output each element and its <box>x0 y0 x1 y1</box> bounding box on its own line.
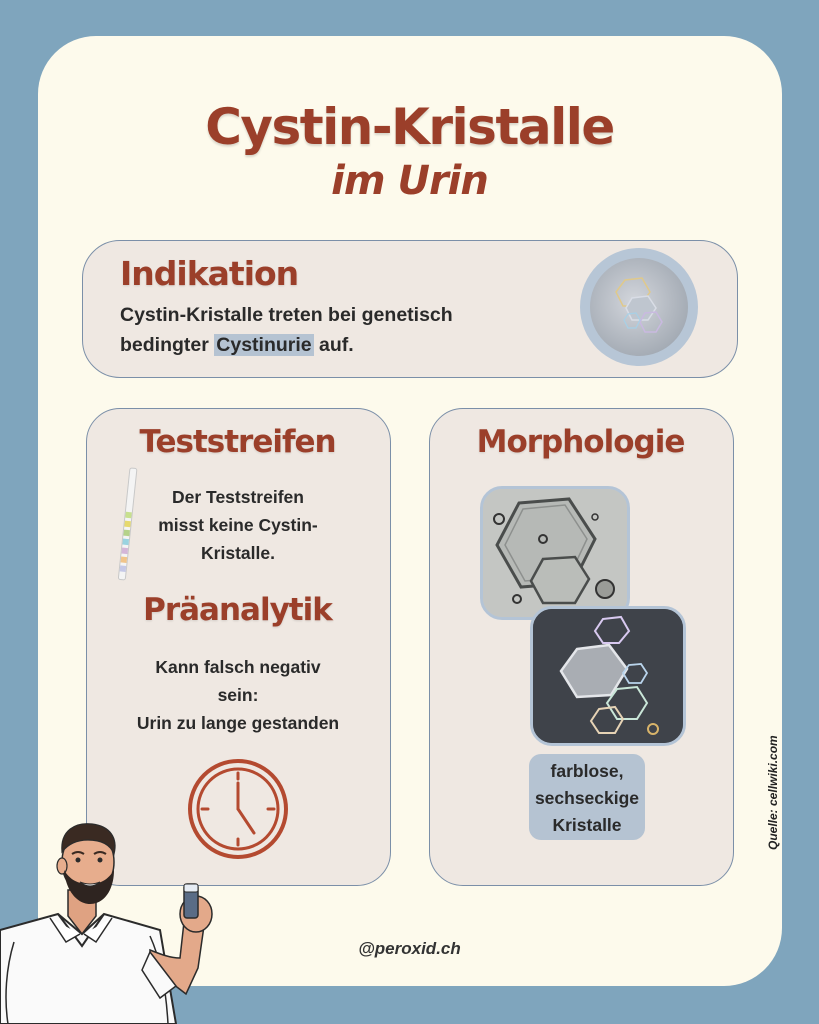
indikation-text: Cystin-Kristalle treten bei genetisch bedingter Cystinurie auf. <box>120 304 453 356</box>
crystal-microscopy-image-brightfield <box>480 486 630 620</box>
crystal-microscopy-image-polarized <box>530 606 686 746</box>
page-title: Cystin-Kristalle <box>205 98 614 156</box>
page-subtitle: im Urin <box>331 158 488 204</box>
teststreifen-text: Der Teststreifen misst keine Cystin- Kristalle. <box>158 487 318 563</box>
morphologie-text: farblose, sechseckige Kristalle <box>534 761 640 835</box>
cystinurie-highlight: Cystinurie <box>216 334 312 356</box>
crystal-circle-image <box>580 248 698 366</box>
praeanalytik-heading: Präanalytik <box>143 592 332 628</box>
indikation-heading: Indikation <box>120 254 299 293</box>
source-credit: Quelle: cellwiki.com <box>766 735 780 850</box>
social-handle: @peroxid.ch <box>358 939 461 958</box>
pharmacist-illustration <box>0 818 230 1024</box>
teststreifen-heading: Teststreifen <box>139 424 336 460</box>
praeanalytik-text: Kann falsch negativ sein: Urin zu lange gestanden <box>136 657 340 733</box>
morphologie-heading: Morphologie <box>476 424 685 460</box>
crystal-microscopy-image <box>590 258 688 356</box>
